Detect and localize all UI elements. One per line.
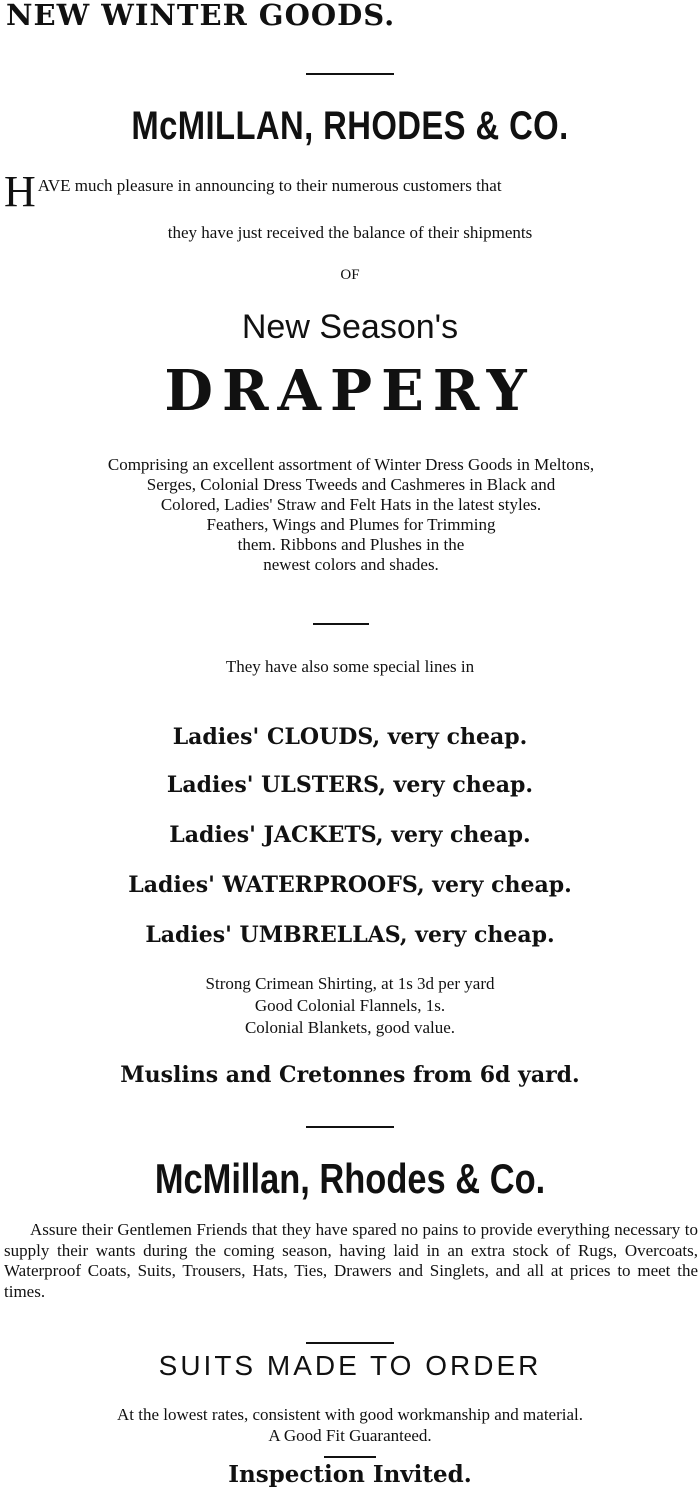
description-line: them. Ribbons and Plushes in the	[237, 535, 465, 554]
intro-line-1	[4, 167, 698, 216]
gentlemen-paragraph: Assure their Gentlemen Friends that they have spared no pains to provide everything necessary to supply their wants during the coming season, having laid in an extra stock of Rugs, Overcoats, Waterproof Coats, Suits, Trousers, Hats, Ties, Drawers and Singlets, and all at prices to meet the times.	[4, 1220, 698, 1301]
divider-rule	[313, 623, 369, 625]
firm-name-2: McMillan, Rhodes & Co.	[154, 1155, 546, 1202]
ladies-item: Ladies' CLOUDS, very cheap.	[172, 724, 528, 750]
drop-cap: H	[4, 167, 36, 216]
goods-line: Good Colonial Flannels, 1s.	[254, 996, 446, 1015]
ladies-item: Ladies' ULSTERS, very cheap.	[166, 772, 534, 798]
drapery-heading: DRAPERY	[164, 358, 536, 424]
description-line: newest colors and shades.	[263, 555, 439, 574]
season-heading: New Season's	[241, 308, 459, 346]
rates-line: A Good Fit Guaranteed.	[268, 1426, 432, 1445]
intro-line-2: they have just received the balance of their shipments	[167, 223, 533, 242]
firm-name: McMILLAN, RHODES & CO.	[131, 104, 569, 148]
description-line: Serges, Colonial Dress Tweeds and Cashmeres in Black and	[146, 475, 556, 494]
ladies-item: Ladies' JACKETS, very cheap.	[169, 822, 531, 848]
description-line: Feathers, Wings and Plumes for Trimming	[206, 515, 496, 534]
description-line: Comprising an excellent assortment of Winter Dress Goods in Meltons,	[107, 455, 595, 474]
ladies-item: Ladies' WATERPROOFS, very cheap.	[128, 872, 572, 898]
closing-line: Inspection Invited.	[228, 1461, 472, 1488]
goods-line: Strong Crimean Shirting, at 1s 3d per yard	[205, 974, 495, 993]
suits-heading: SUITS MADE TO ORDER	[158, 1350, 542, 1381]
description-line: Colored, Ladies' Straw and Felt Hats in the latest styles.	[160, 495, 542, 514]
divider-rule	[306, 73, 394, 75]
goods-line: Colonial Blankets, good value.	[244, 1018, 456, 1037]
special-lines-intro: They have also some special lines in	[225, 657, 475, 676]
ladies-item: Ladies' UMBRELLAS, very cheap.	[145, 922, 555, 948]
rates-line: At the lowest rates, consistent with good workmanship and material.	[117, 1405, 583, 1424]
intro-line-1-text: AVE much pleasure in announcing to their numerous customers that	[37, 176, 502, 195]
of-label: OF	[340, 267, 360, 283]
muslins-line: Muslins and Cretonnes from 6d yard.	[120, 1062, 580, 1088]
headline: NEW WINTER GOODS.	[6, 0, 396, 32]
description-block	[4, 455, 698, 575]
divider-rule	[324, 1456, 376, 1458]
divider-rule	[306, 1126, 394, 1128]
divider-rule	[306, 1342, 394, 1344]
